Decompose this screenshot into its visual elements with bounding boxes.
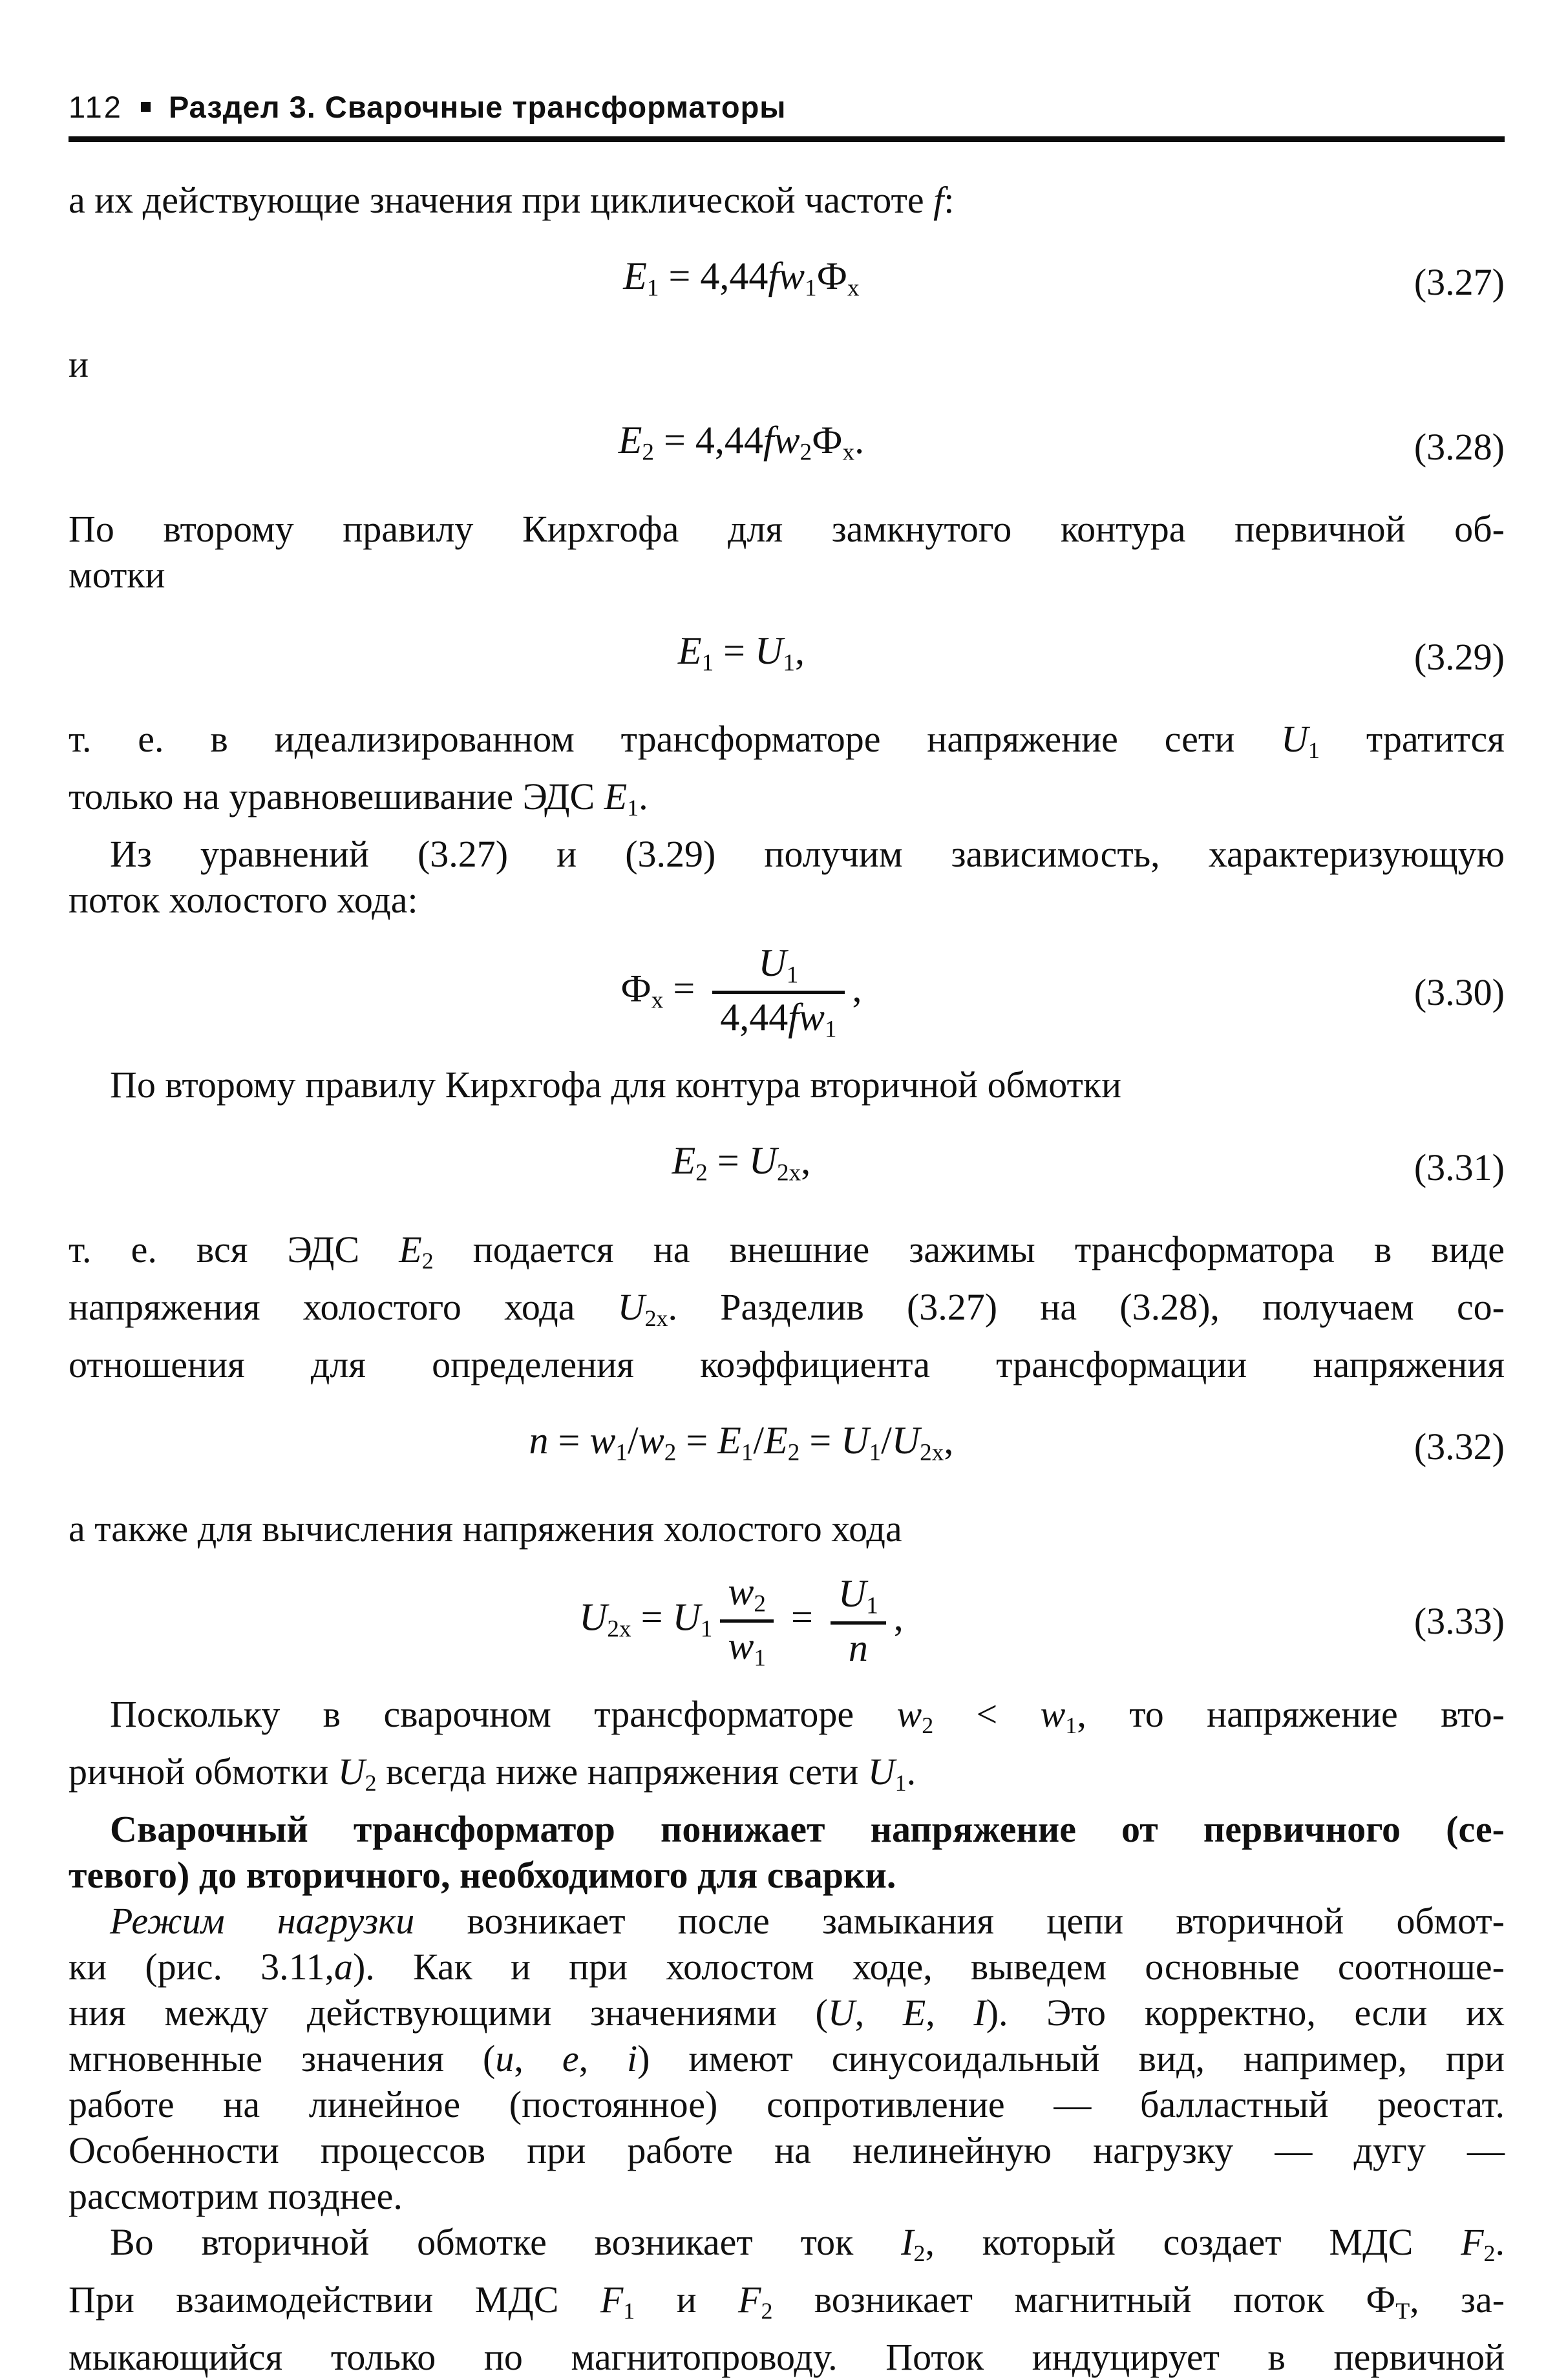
subscript: 1 bbox=[754, 1645, 766, 1672]
text-line bbox=[69, 1691, 1505, 1749]
text-run: , bbox=[801, 1139, 811, 1183]
subscript: 1 bbox=[1065, 1712, 1077, 1738]
text-run: . bbox=[854, 419, 865, 462]
text-run: , который создает МДС bbox=[925, 2220, 1461, 2263]
text-run: Во вторичной обмотке возникает ток bbox=[110, 2220, 902, 2263]
italic-run: e bbox=[562, 2037, 579, 2080]
text-run: 4,44 bbox=[720, 996, 789, 1039]
italic-run: E bbox=[672, 1139, 696, 1183]
text-line bbox=[69, 341, 1505, 387]
text-run: : bbox=[944, 179, 955, 221]
text-run: По второму правилу Кирхгофа для замкнутого контура первичной об- bbox=[69, 507, 1505, 550]
text-run: Из уравнений (3.27) и (3.29) получим зависимость, характеризующую bbox=[110, 833, 1505, 876]
italic-run: w bbox=[1040, 1692, 1066, 1735]
italic-run: fw bbox=[768, 255, 805, 297]
equation-body bbox=[69, 940, 1414, 1045]
text-run: и bbox=[635, 2278, 739, 2321]
text-run: ки (рис. 3.11, bbox=[69, 1945, 334, 1988]
text-run: = 4,44 bbox=[659, 255, 768, 297]
italic-run: F bbox=[1461, 2220, 1484, 2263]
equation-body bbox=[69, 1568, 1414, 1674]
italic-run: n bbox=[529, 1419, 549, 1462]
italic-run: E bbox=[399, 1228, 422, 1270]
text-run: = 4,44 bbox=[653, 419, 763, 462]
text-run: , bbox=[852, 967, 862, 1010]
paragraph-bold-statement bbox=[69, 1806, 1505, 1898]
text-run: < bbox=[933, 1692, 1041, 1735]
subscript: 1 bbox=[786, 962, 799, 989]
text-run: поток холостого хода: bbox=[69, 879, 418, 921]
text-run: отношения для определения коэффициента трансформации напряжения bbox=[69, 1343, 1505, 1385]
fraction bbox=[720, 1568, 774, 1674]
italic-run: U bbox=[867, 1750, 895, 1793]
text-run: . Разделив (3.27) на (3.28), получаем со- bbox=[668, 1285, 1505, 1328]
italic-run: u bbox=[495, 2037, 514, 2080]
equation-number: (3.27) bbox=[1414, 261, 1505, 304]
text-run: тратится bbox=[1320, 718, 1505, 761]
text-run: = bbox=[663, 967, 705, 1010]
text-line bbox=[69, 2081, 1505, 2127]
text-run: , bbox=[854, 1991, 903, 2034]
text-run: всегда ниже напряжения сети bbox=[376, 1750, 868, 1793]
subscript: 1 bbox=[646, 275, 659, 302]
italic-run: Режим нагрузки bbox=[110, 1899, 415, 1942]
subscript: 2 bbox=[799, 439, 812, 466]
text-run: . bbox=[639, 775, 648, 818]
subscript: 1 bbox=[700, 1616, 713, 1643]
paragraph-emf-output bbox=[69, 1227, 1505, 1387]
text-run: . bbox=[906, 1750, 916, 1793]
italic-run: F bbox=[738, 2278, 761, 2321]
text-run: рассмотрим позднее. bbox=[69, 2175, 403, 2217]
equation-3-28 bbox=[69, 410, 1505, 482]
subscript: 1 bbox=[869, 1439, 882, 1466]
equation-3-33 bbox=[69, 1568, 1505, 1674]
equation-number: (3.30) bbox=[1414, 971, 1505, 1014]
text-line bbox=[69, 552, 1505, 598]
equation-body bbox=[69, 1131, 1414, 1203]
italic-run: U bbox=[758, 942, 787, 985]
text-run: а также для вычисления напряжения холостого хода bbox=[69, 1508, 902, 1550]
fraction-numerator bbox=[720, 1568, 774, 1619]
italic-run: E bbox=[677, 629, 702, 672]
subscript: 2х bbox=[777, 1159, 801, 1186]
subscript: 2 bbox=[695, 1159, 708, 1186]
italic-run: U bbox=[838, 1572, 867, 1616]
subscript: 1 bbox=[866, 1592, 878, 1619]
text-run: ричной обмотки bbox=[69, 1750, 338, 1793]
text-line bbox=[69, 1898, 1505, 1944]
fraction-denominator bbox=[720, 1619, 774, 1674]
text-run: Особенности процессов при работе на нелинейную нагрузку — дугу — bbox=[69, 2129, 1505, 2171]
text-run: = bbox=[548, 1419, 590, 1462]
italic-run: w bbox=[589, 1419, 616, 1462]
italic-run: fw bbox=[788, 996, 825, 1039]
text-run: Сварочный трансформатор понижает напряжение от первичного (се- bbox=[110, 1807, 1505, 1850]
page-body bbox=[69, 177, 1505, 2380]
paragraph-load-mode bbox=[69, 1898, 1505, 2219]
subscript: х bbox=[842, 439, 855, 466]
text-run: , bbox=[514, 2037, 562, 2080]
italic-run: U bbox=[827, 1991, 855, 2034]
text-run: напряжения холостого хода bbox=[69, 1285, 618, 1328]
text-line bbox=[69, 1227, 1505, 1284]
text-run: подается на внешние зажимы трансформатора в виде bbox=[433, 1228, 1505, 1270]
text-line bbox=[69, 774, 1505, 831]
text-line bbox=[69, 1806, 1505, 1852]
text-run: , bbox=[893, 1595, 904, 1639]
italic-run: w bbox=[728, 1570, 754, 1614]
text-run: и bbox=[69, 343, 89, 386]
text-run: = bbox=[799, 1419, 842, 1462]
equation-body bbox=[69, 621, 1414, 693]
fraction bbox=[831, 1570, 886, 1672]
text-line bbox=[69, 2173, 1505, 2219]
text-line bbox=[69, 177, 1505, 223]
text-run: , за- bbox=[1410, 2278, 1505, 2321]
text-run: , то напряжение вто- bbox=[1077, 1692, 1505, 1735]
subscript: 2х bbox=[920, 1439, 944, 1466]
equation-3-31 bbox=[69, 1131, 1505, 1203]
italic-run: f bbox=[933, 179, 944, 221]
text-run: тевого) до вторичного, необходимого для сварки. bbox=[69, 1853, 896, 1896]
italic-run: E bbox=[902, 1991, 926, 2034]
text-line bbox=[69, 1944, 1505, 1990]
equation-3-30 bbox=[69, 940, 1505, 1045]
text-line bbox=[69, 506, 1505, 552]
text-run: ). Это корректно, если их bbox=[986, 1991, 1505, 2034]
subscript: 1 bbox=[741, 1439, 754, 1466]
text-run: мыкающийся только по магнитопроводу. Поток индуцирует в первичной bbox=[69, 2335, 1505, 2378]
italic-run: U bbox=[748, 1139, 778, 1183]
text-line bbox=[69, 1749, 1505, 1806]
text-line bbox=[69, 1990, 1505, 2036]
equation-number: (3.28) bbox=[1414, 425, 1505, 468]
subscript: 1 bbox=[824, 1016, 837, 1043]
text-line bbox=[69, 2036, 1505, 2081]
text-run: = bbox=[781, 1595, 823, 1639]
italic-run: U bbox=[579, 1595, 608, 1639]
fraction-numerator bbox=[712, 940, 844, 991]
text-run: = bbox=[676, 1419, 718, 1462]
italic-run: i bbox=[627, 2037, 638, 2080]
text-run: т. е. в идеализированном трансформаторе напряжение сети bbox=[69, 718, 1282, 761]
equation-number: (3.32) bbox=[1414, 1426, 1505, 1468]
text-line bbox=[69, 877, 1505, 923]
text-run: мотки bbox=[69, 553, 165, 596]
italic-run: w bbox=[638, 1419, 664, 1462]
page-header bbox=[69, 89, 1505, 142]
subscript: 1 bbox=[615, 1439, 628, 1466]
text-line bbox=[69, 1506, 1505, 1552]
text-run: возникает магнитный поток Ф bbox=[772, 2278, 1396, 2321]
italic-run: E bbox=[623, 255, 647, 297]
subscript: 1 bbox=[895, 1769, 907, 1796]
paragraph-secondary-current bbox=[69, 2219, 1505, 2380]
paragraph-since bbox=[69, 1691, 1505, 1806]
text-run: Ф bbox=[816, 255, 848, 297]
subscript: 2 bbox=[365, 1769, 377, 1796]
subscript: 2 bbox=[664, 1439, 677, 1466]
subscript: 2 bbox=[787, 1439, 800, 1466]
text-run: Поскольку в сварочном трансформаторе bbox=[110, 1692, 897, 1735]
text-run: ) имеют синусоидальный вид, например, при bbox=[637, 2037, 1505, 2080]
text-run: Ф bbox=[620, 967, 651, 1010]
text-line bbox=[69, 1852, 1505, 1898]
italic-run: U bbox=[891, 1419, 920, 1462]
text-run: При взаимодействии МДС bbox=[69, 2278, 600, 2321]
italic-run: U bbox=[841, 1419, 869, 1462]
italic-run: I bbox=[973, 1991, 986, 2034]
text-run: / bbox=[628, 1419, 639, 1462]
text-line bbox=[69, 1284, 1505, 1342]
subscript: 2 bbox=[421, 1247, 434, 1274]
paragraph-also bbox=[69, 1506, 1505, 1552]
text-run: а их действующие значения при циклической частоте bbox=[69, 179, 934, 221]
text-run: = bbox=[707, 1139, 749, 1183]
italic-run: I bbox=[901, 2220, 914, 2263]
subscript: 2 bbox=[754, 1590, 766, 1617]
text-run: = bbox=[631, 1595, 673, 1639]
italic-run: U bbox=[1281, 718, 1309, 761]
text-run: , bbox=[926, 1991, 974, 2034]
equation-3-27 bbox=[69, 246, 1505, 318]
text-run: , bbox=[944, 1419, 954, 1462]
text-run: ). Как и при холостом ходе, выведем основные соотноше- bbox=[352, 1945, 1505, 1988]
text-run: только на уравновешивание ЭДС bbox=[69, 775, 604, 818]
fraction-denominator bbox=[712, 991, 844, 1045]
subscript: 1 bbox=[783, 649, 795, 677]
fraction-numerator bbox=[831, 1570, 886, 1621]
text-line bbox=[69, 831, 1505, 877]
italic-run: E bbox=[717, 1419, 741, 1462]
subscript: х bbox=[651, 987, 664, 1015]
subscript: 2х bbox=[607, 1616, 631, 1643]
subscript: 2х bbox=[644, 1305, 668, 1331]
italic-run: E bbox=[618, 419, 642, 462]
equation-body bbox=[69, 246, 1414, 318]
subscript: 2 bbox=[642, 439, 654, 466]
text-line bbox=[69, 2127, 1505, 2173]
text-line bbox=[69, 2277, 1505, 2334]
italic-run: U bbox=[672, 1595, 701, 1639]
paragraph-idealized bbox=[69, 716, 1505, 831]
text-run: / bbox=[753, 1419, 765, 1462]
subscript: 2 bbox=[913, 2240, 926, 2266]
equation-body bbox=[69, 1411, 1414, 1482]
square-bullet-icon bbox=[141, 102, 151, 112]
text-line bbox=[69, 716, 1505, 774]
italic-run: E bbox=[764, 1419, 788, 1462]
paragraph-and bbox=[69, 341, 1505, 387]
section-title: Раздел 3. Сварочные трансформаторы bbox=[168, 90, 787, 124]
italic-run: U bbox=[617, 1285, 645, 1328]
italic-run: w bbox=[896, 1692, 922, 1735]
subscript: 1 bbox=[701, 649, 714, 677]
text-run: По второму правилу Кирхгофа для контура вторичной обмотки bbox=[110, 1064, 1122, 1106]
subscript: 2 bbox=[922, 1712, 934, 1738]
equation-3-32 bbox=[69, 1411, 1505, 1482]
text-run: т. е. вся ЭДС bbox=[69, 1228, 399, 1270]
text-run: , bbox=[578, 2037, 628, 2080]
page-number: 112 bbox=[69, 90, 123, 124]
italic-run: а bbox=[334, 1945, 353, 1988]
text-run: Ф bbox=[812, 419, 843, 462]
italic-run: E bbox=[604, 775, 628, 818]
text-run: . bbox=[1495, 2220, 1505, 2263]
equation-body bbox=[69, 410, 1414, 482]
text-line bbox=[69, 1062, 1505, 1108]
subscript: 1 bbox=[627, 795, 639, 821]
paragraph-from-equations bbox=[69, 831, 1505, 923]
italic-run: F bbox=[600, 2278, 624, 2321]
text-run: работе на линейное (постоянное) сопротивление — балластный реостат. bbox=[69, 2083, 1505, 2125]
subscript: 1 bbox=[623, 2297, 635, 2324]
subscript: 2 bbox=[1483, 2240, 1496, 2266]
italic-run: n bbox=[848, 1627, 868, 1670]
subscript: 1 bbox=[1308, 737, 1320, 764]
equation-number: (3.33) bbox=[1414, 1600, 1505, 1643]
text-line bbox=[69, 2334, 1505, 2380]
text-run: мгновенные значения ( bbox=[69, 2037, 496, 2080]
equation-number: (3.29) bbox=[1414, 636, 1505, 679]
paragraph-kirchhoff-secondary bbox=[69, 1062, 1505, 1108]
paragraph-kirchhoff-primary bbox=[69, 506, 1505, 598]
text-line bbox=[69, 2219, 1505, 2277]
equation-3-29 bbox=[69, 621, 1505, 693]
subscript: Т bbox=[1395, 2297, 1410, 2324]
text-run: , bbox=[794, 629, 805, 672]
subscript: 2 bbox=[761, 2297, 773, 2324]
subscript: 1 bbox=[805, 275, 817, 302]
italic-run: U bbox=[755, 629, 783, 672]
fraction-denominator bbox=[831, 1621, 886, 1672]
italic-run: fw bbox=[763, 419, 800, 462]
text-run: = bbox=[714, 629, 755, 672]
text-run: / bbox=[881, 1419, 892, 1462]
equation-number: (3.31) bbox=[1414, 1146, 1505, 1188]
text-run: возникает после замыкания цепи вторичной обмот- bbox=[414, 1899, 1505, 1942]
italic-run: U bbox=[337, 1750, 365, 1793]
text-run: ния между действующими значениями ( bbox=[69, 1991, 828, 2034]
subscript: х bbox=[847, 275, 860, 302]
italic-run: w bbox=[728, 1625, 754, 1668]
paragraph-intro bbox=[69, 177, 1505, 223]
text-line bbox=[69, 1342, 1505, 1387]
fraction bbox=[712, 940, 844, 1045]
